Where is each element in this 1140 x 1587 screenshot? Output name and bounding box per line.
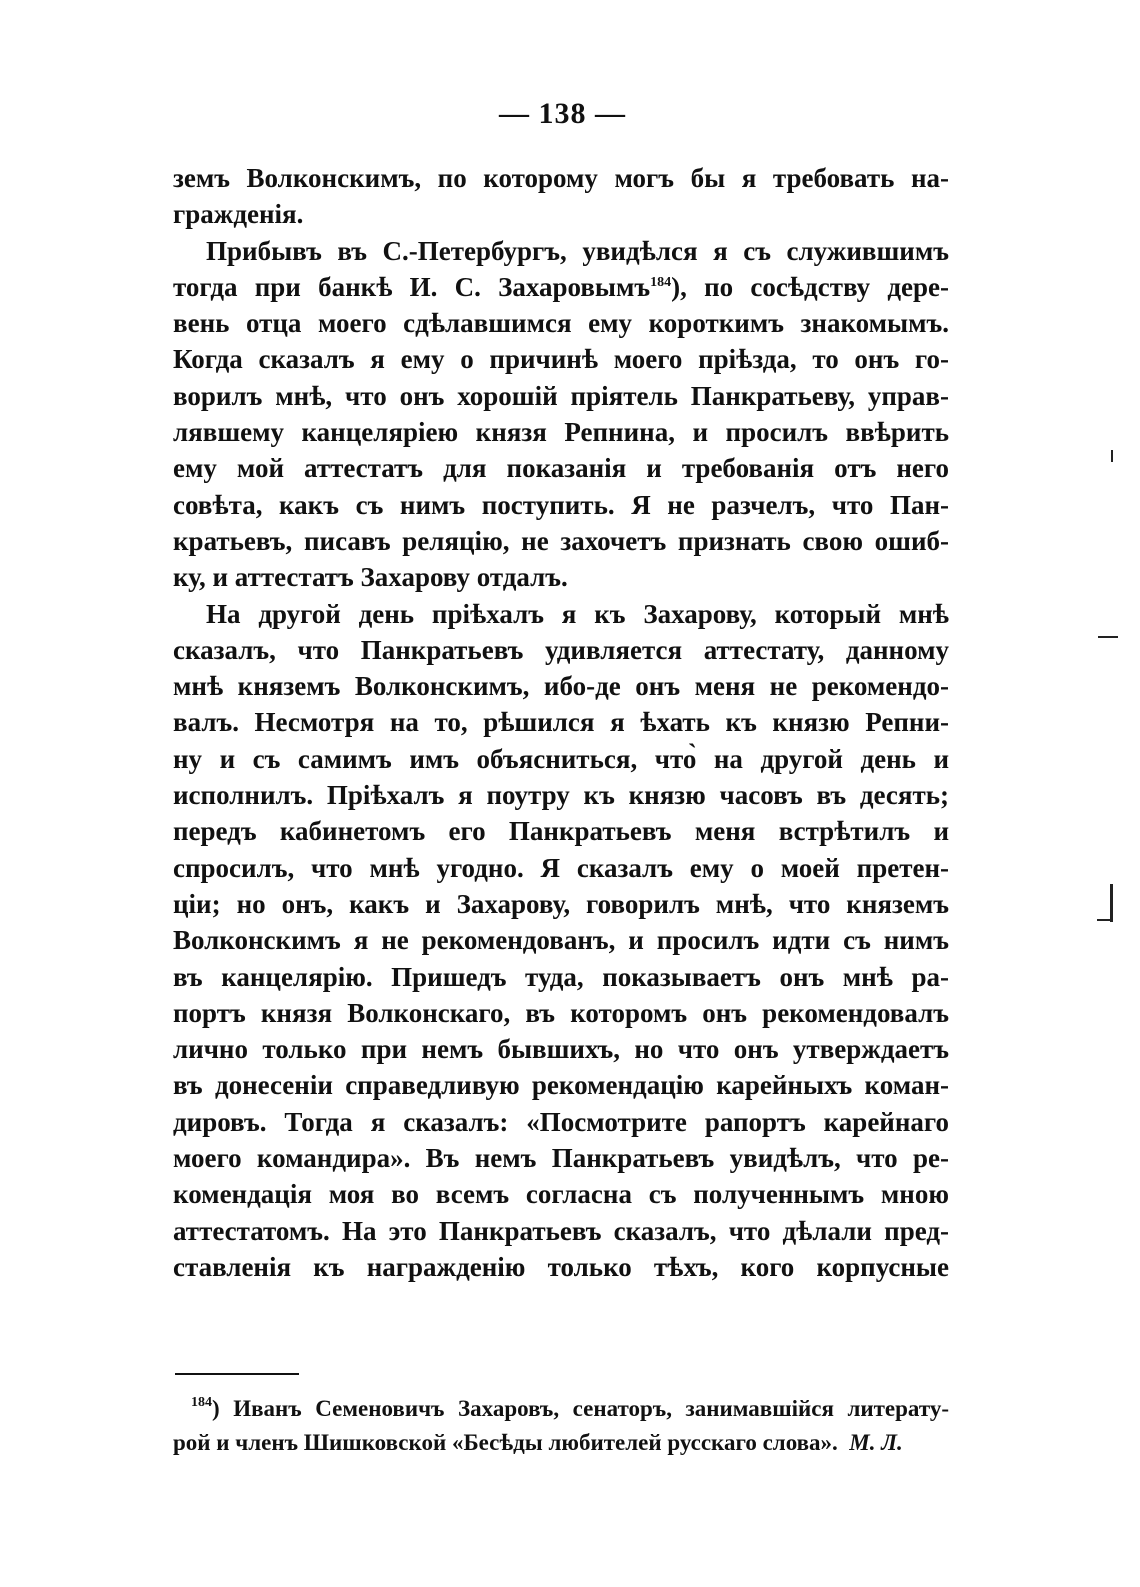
footnote xyxy=(173,1392,949,1460)
text-line: аттестатомъ. На это Панкратьевъ сказалъ, что дѣлали пред- xyxy=(173,1215,949,1246)
text-line: въ донесеніи справедливую рекомендацію карейныхъ коман- xyxy=(173,1070,949,1101)
text-line: въ канцелярію. Пришедъ туда, показываетъ онъ мнѣ ра- xyxy=(173,961,949,992)
text-line-tail: ), по сосѣдству дере- xyxy=(671,271,949,302)
footnote-line xyxy=(173,1392,949,1426)
text-line: ціи; но онъ, какъ и Захарову, говорилъ мнѣ, что княземъ xyxy=(173,888,949,919)
text-line: валъ. Несмотря на то, рѣшился я ѣхать къ князю Репни- xyxy=(173,707,949,738)
text-line xyxy=(173,269,949,305)
text-line-head: тогда при банкѣ И. С. Захаровымъ xyxy=(173,271,651,302)
text-line: ворилъ мнѣ, что онъ хорошій пріятель Панкратьеву, управ- xyxy=(173,380,949,411)
text-line: лявшему канцеляріею князя Репнина, и просилъ ввѣрить xyxy=(173,417,949,448)
text-line: мнѣ княземъ Волконскимъ, ибо-де онъ меня не рекомендо- xyxy=(173,671,949,702)
text-line: вень отца моего сдѣлавшимся ему короткимъ знакомымъ. xyxy=(173,308,949,339)
scan-mark xyxy=(1098,636,1118,638)
scan-mark xyxy=(1111,450,1113,462)
footnote-reference: 184 xyxy=(650,274,672,290)
text-line: портъ князя Волконскаго, въ которомъ онъ рекомендовалъ xyxy=(173,997,949,1028)
scan-mark xyxy=(1097,919,1113,921)
text-line: На другой день пріѣхалъ я къ Захарову, который мнѣ xyxy=(206,598,949,629)
text-line: передъ кабинетомъ его Панкратьевъ меня встрѣтилъ и xyxy=(173,816,949,847)
footnote-text: рой и членъ Шишковской «Бесѣды любителей русскаго слова». xyxy=(173,1430,838,1455)
text-line: кратьевъ, писавъ реляцію, не захочетъ признать свою ошиб- xyxy=(173,525,949,556)
text-line: совѣта, какъ съ нимъ поступить. Я не разчелъ, что Пан- xyxy=(173,489,949,520)
text-line: земъ Волконскимъ, по которому могъ бы я требовать на- xyxy=(173,163,949,193)
text-line: Когда сказалъ я ему о причинѣ моего пріѣзда, то онъ го- xyxy=(173,344,949,375)
footnote-marker: 184 xyxy=(191,1395,212,1410)
text-line: спросилъ, что мнѣ угодно. Я сказалъ ему о моей претен- xyxy=(173,852,949,883)
text-line: лично только при немъ бывшихъ, но что онъ утверждаетъ xyxy=(173,1034,949,1065)
text-line: комендація моя во всемъ согласна съ полученнымъ мною xyxy=(173,1179,949,1210)
footnote-divider xyxy=(175,1373,299,1375)
text-line: дировъ. Тогда я сказалъ: «Посмотрите рапортъ карейнаго xyxy=(173,1106,949,1137)
scan-mark xyxy=(1110,884,1113,922)
text-line: ну и съ самимъ имъ объясниться, что̀ на другой день и xyxy=(173,743,949,774)
text-line: ему мой аттестатъ для показанія и требованія отъ него xyxy=(173,453,949,484)
footnote-line xyxy=(173,1426,949,1460)
text-line: исполнилъ. Пріѣхалъ я поутру къ князю часовъ въ десять; xyxy=(173,780,949,811)
footnote-signature: М. Л. xyxy=(849,1430,903,1455)
text-line: гражденія. xyxy=(173,199,304,230)
text-line: сказалъ, что Панкратьевъ удивляется аттестату, данному xyxy=(173,634,949,665)
text-line: Волконскимъ я не рекомендованъ, и просилъ идти съ нимъ xyxy=(173,925,949,956)
text-line: Прибывъ въ С.-Петербургъ, увидѣлся я съ служившимъ xyxy=(206,235,949,266)
page-number: — 138 — xyxy=(499,97,626,130)
text-line: моего командира». Въ немъ Панкратьевъ увидѣлъ, что ре- xyxy=(173,1143,949,1174)
text-line: ставленія къ награжденію только тѣхъ, кого корпусные xyxy=(173,1251,949,1282)
main-text xyxy=(173,160,949,1285)
footnote-text: ) Иванъ Семеновичъ Захаровъ, сенаторъ, занимавшійся литерату- xyxy=(212,1396,949,1421)
text-line: ку, и аттестатъ Захарову отдалъ. xyxy=(173,562,568,593)
